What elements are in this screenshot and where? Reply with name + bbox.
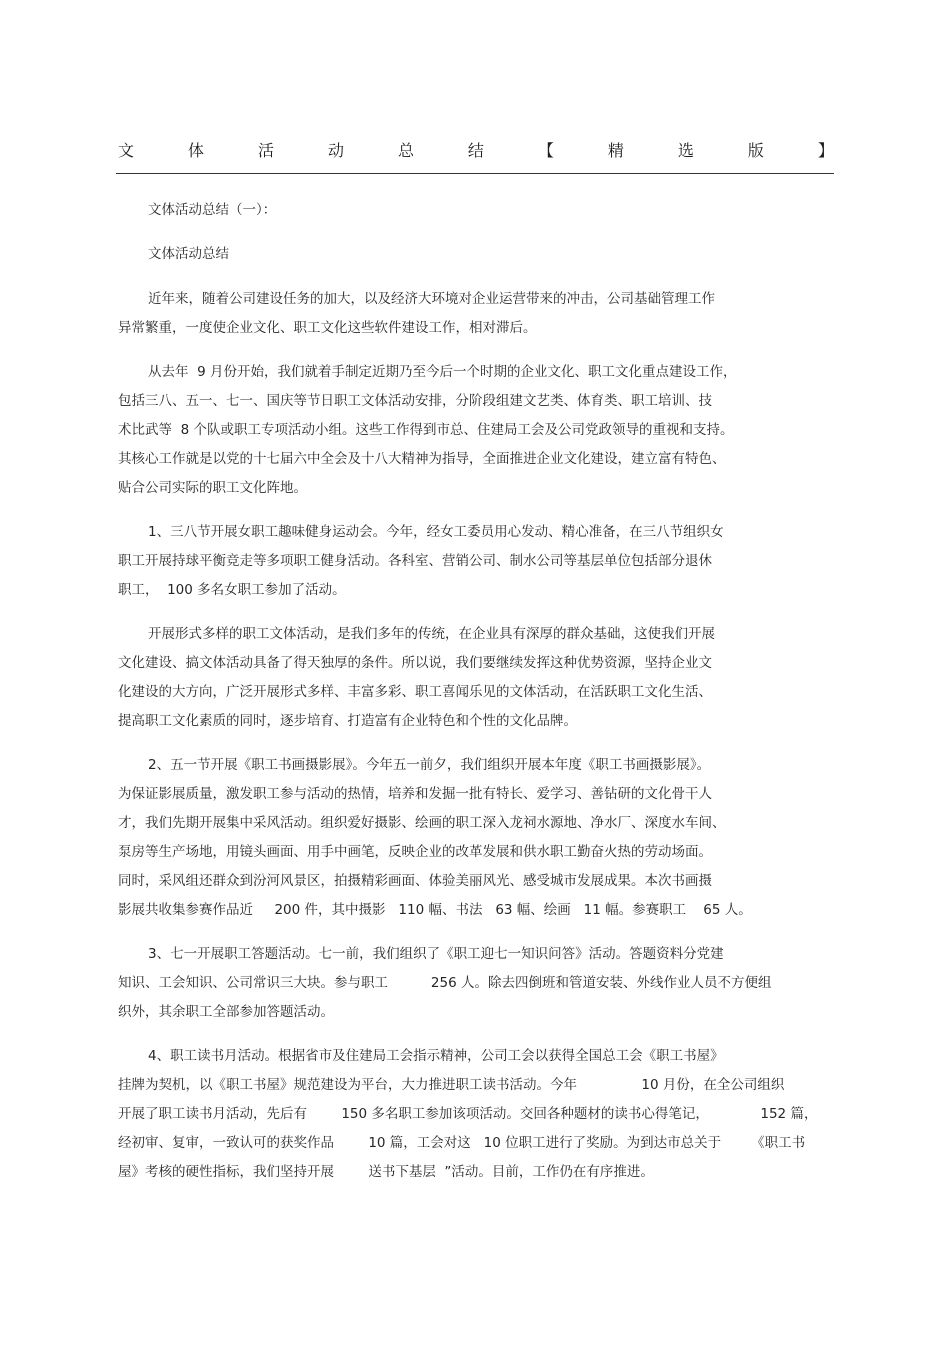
title-char: 】 (817, 141, 834, 160)
paragraph-line: 屋》考核的硬性指标，我们坚持开展 送书下基层 ”活动。目前，工作仍在有序推进。 (118, 1164, 654, 1180)
title-char: 体 (187, 141, 204, 160)
paragraph-line: 职工开展持球平衡竞走等多项职工健身活动。各科室、营销公司、制水公司等基层单位包括部分退休 (118, 553, 712, 569)
paragraph-line: 泵房等生产场地，用镜头画面、用手中画笔，反映企业的改革发展和供水职工勤奋火热的劳动场面。 (118, 844, 712, 860)
paragraph-line: 1、三八节开展女职工趣味健身运动会。今年，经女工委员用心发动、精心准备，在三八节组织女 (148, 524, 724, 540)
title-char: 版 (747, 141, 764, 160)
paragraph-line: 影展共收集参赛作品近 200 件，其中摄影 110 幅、书法 63 幅、绘画 11 幅。参赛职工 65 人。 (118, 902, 752, 918)
title-char: 总 (397, 141, 414, 160)
paragraph-line: 同时，采风组还群众到汾河风景区，拍摄精彩画面、体验美丽风光、感受城市发展成果。本次书画摄 (118, 873, 712, 889)
subheading: 文体活动总结 (148, 246, 229, 262)
paragraph-line: 挂牌为契机，以《职工书屋》规范建设为平台，大力推进职工读书活动。今年 10 月份，在全公司组织 (118, 1077, 785, 1093)
paragraph-line: 为保证影展质量，激发职工参与活动的热情，培养和发掘一批有特长、爱学习、善钻研的文化骨干人 (118, 786, 712, 802)
paragraph-line: 职工， 100 多名女职工参加了活动。 (118, 582, 346, 598)
paragraph-line: 开展形式多样的职工文体活动，是我们多年的传统，在企业具有深厚的群众基础，这使我们开展 (148, 626, 715, 642)
title-char: 【 (537, 141, 554, 160)
paragraph-line: 包括三八、五一、七一、国庆等节日职工文体活动安排，分阶段组建文艺类、体育类、职工培训、技 (118, 393, 712, 409)
paragraph-line: 近年来，随着公司建设任务的加大，以及经济大环境对企业运营带来的冲击，公司基础管理工作 (148, 291, 715, 307)
title-char: 动 (327, 141, 344, 160)
paragraph-line: 3、七一开展职工答题活动。七一前，我们组织了《职工迎七一知识问答》活动。答题资料分党建 (148, 946, 724, 962)
paragraph-line: 经初审、复审，一致认可的获奖作品 10 篇，工会对这 10 位职工进行了奖励。为到达市总关于 《职工书 (118, 1135, 806, 1151)
paragraph-line: 织外，其余职工全部参加答题活动。 (118, 1004, 334, 1020)
title-divider (116, 173, 834, 174)
paragraph-line: 2、五一节开展《职工书画摄影展》。今年五一前夕，我们组织开展本年度《职工书画摄影展》。 (148, 757, 711, 773)
paragraph-line: 术比武等 8 个队或职工专项活动小组。这些工作得到市总、住建局工会及公司党政领导的重视和支持。 (118, 422, 734, 438)
title-char: 文 (118, 141, 135, 160)
paragraph-line: 化建设的大方向，广泛开展形式多样、丰富多彩、职工喜闻乐见的文体活动，在活跃职工文化生活、 (118, 684, 712, 700)
section-heading: 文体活动总结（一）： (148, 202, 277, 218)
paragraph-line: 才，我们先期开展集中采风活动。组织爱好摄影、绘画的职工深入龙祠水源地、净水厂、深度水车间、 (118, 815, 726, 831)
paragraph-line: 其核心工作就是以党的十七届六中全会及十八大精神为指导，全面推进企业文化建设，建立富有特色、 (118, 451, 726, 467)
paragraph-line: 4、职工读书月活动。根据省市及住建局工会指示精神，公司工会以获得全国总工会《职工书屋》 (148, 1048, 724, 1064)
paragraph-line: 从去年 9 月份开始，我们就着手制定近期乃至今后一个时期的企业文化、职工文化重点建设工作， (148, 364, 737, 380)
paragraph-line: 提高职工文化素质的同时，逐步培育、打造富有企业特色和个性的文化品牌。 (118, 713, 577, 729)
title-char: 精 (607, 141, 624, 160)
title-char: 结 (467, 141, 484, 160)
document-title (118, 138, 834, 161)
paragraph-line: 文化建设、搞文体活动具备了得天独厚的条件。所以说，我们要继续发挥这种优势资源，坚持企业文 (118, 655, 712, 671)
paragraph-line: 异常繁重，一度使企业文化、职工文化这些软件建设工作，相对滞后。 (118, 320, 537, 336)
title-char: 活 (257, 141, 274, 160)
paragraph-line: 开展了职工读书月活动，先后有 150 多名职工参加该项活动。交回各种题材的读书心得笔记， 152 篇， (118, 1106, 818, 1122)
paragraph-line: 贴合公司实际的职工文化阵地。 (118, 480, 307, 496)
paragraph-line: 知识、工会知识、公司常识三大块。参与职工 256 人。除去四倒班和管道安装、外线作业人员不方便组 (118, 975, 772, 991)
title-char: 选 (677, 141, 694, 160)
